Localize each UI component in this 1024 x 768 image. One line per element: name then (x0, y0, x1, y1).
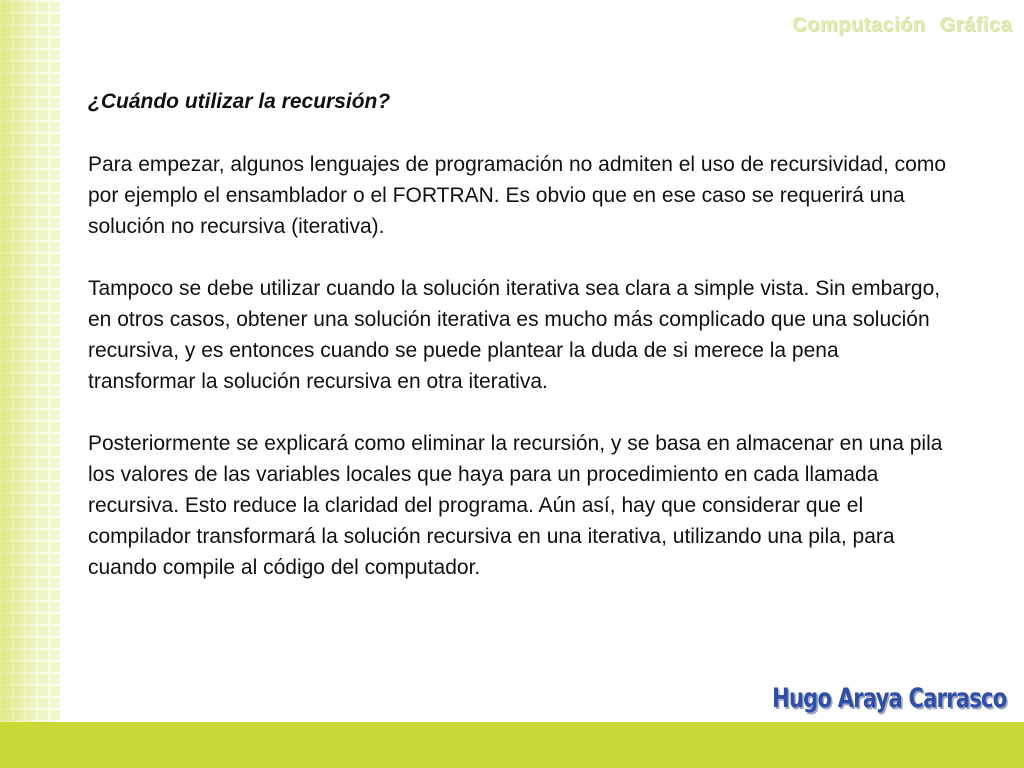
footer-bar (0, 722, 1024, 768)
paragraph-2: Tampoco se debe utilizar cuando la solución iterativa sea clara a simple vista. Sin embargo, en otros casos, obtener una solución iterativa es mucho más complicado que una solución recursiva, y es entonces cuando se puede plantear la duda de si merece la pena transformar la solución recursiva en otra iterativa. (88, 277, 941, 393)
paragraph-1: Para empezar, algunos lenguajes de programación no admiten el uso de recursividad, como por ejemplo el ensamblador o el FORTRAN. Es obvio que en ese caso se requerirá una solución no recursiva (iterativa). (88, 153, 947, 238)
author-logo: Hugo Araya Carrasco (771, 683, 1006, 714)
decorative-grid-strip (0, 0, 62, 768)
paragraph-3: Posteriormente se explicará como eliminar la recursión, y se basa en almacenar en una pila los valores de las variables locales que haya para un procedimiento en cada llamada recursiva. Esto reduce la claridad del programa. Aún así, hay que considerar que el compilador transformará la solución recursiva en una iterativa, utilizando una pila, para cuando compile al código del computador. (88, 432, 943, 579)
slide-question: ¿Cuándo utilizar la recursión? (88, 90, 391, 113)
course-title: Computación Gráfica (792, 14, 1012, 36)
slide-content (88, 86, 948, 614)
